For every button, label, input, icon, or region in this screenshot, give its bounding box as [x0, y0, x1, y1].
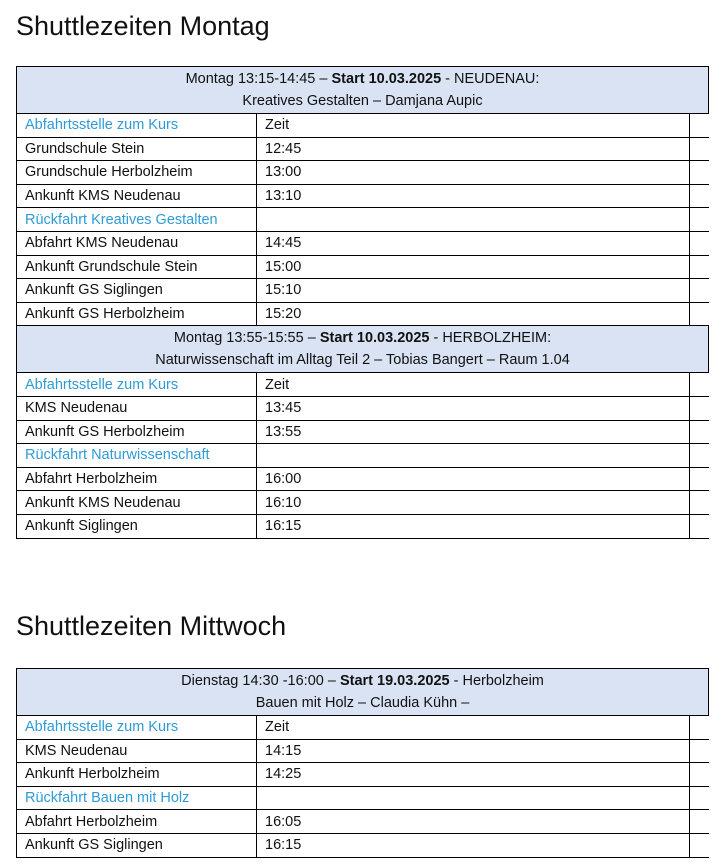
- table-row: [17, 161, 709, 185]
- return-label: Rückfahrt Bauen mit Holz: [17, 786, 257, 810]
- course-location: - Herbolzheim: [449, 673, 544, 689]
- empty-cell: [690, 161, 709, 185]
- stop-name: Ankunft Siglingen: [17, 514, 257, 538]
- empty-cell: [690, 114, 709, 138]
- empty-cell: [690, 208, 709, 232]
- stop-time: 15:00: [257, 255, 690, 279]
- empty-cell: [690, 467, 709, 491]
- stop-time: 16:00: [257, 467, 690, 491]
- stop-name: Abfahrt KMS Neudenau: [17, 231, 257, 255]
- table-row: [17, 833, 709, 857]
- schedule-table-mittwoch: [16, 668, 709, 858]
- course-start-date: Start 10.03.2025: [331, 71, 442, 87]
- course-title: Bauen mit Holz – Claudia Kühn –: [255, 695, 470, 711]
- stop-time: 16:10: [257, 491, 690, 515]
- table-row: [17, 396, 709, 420]
- empty-cell: [690, 786, 709, 810]
- table-row: [17, 739, 709, 763]
- course-header: [17, 67, 709, 114]
- table-row: [17, 810, 709, 834]
- table-row: [17, 444, 709, 468]
- empty-cell: [690, 810, 709, 834]
- table-row: [17, 302, 709, 326]
- outbound-label: Abfahrtsstelle zum Kurs: [17, 373, 257, 397]
- table-row: [17, 763, 709, 787]
- empty-cell: [690, 302, 709, 326]
- empty-cell: [257, 786, 690, 810]
- time-column-label: Zeit: [257, 373, 690, 397]
- table-row: [17, 420, 709, 444]
- course-location: - HERBOLZHEIM:: [429, 330, 552, 347]
- stop-name: KMS Neudenau: [17, 396, 257, 420]
- table-row: [17, 467, 709, 491]
- course-header-row: [17, 67, 709, 114]
- empty-cell: [257, 444, 690, 468]
- stop-name: Ankunft GS Siglingen: [17, 833, 257, 857]
- empty-cell: [690, 279, 709, 303]
- empty-cell: [690, 763, 709, 787]
- table-row: [17, 114, 709, 138]
- course-title: Naturwissenschaft im Alltag Teil 2 – Tobias Bangert – Raum 1.04: [155, 352, 570, 369]
- table-row: [17, 231, 709, 255]
- table-row: [17, 208, 709, 232]
- stop-name: Abfahrt Herbolzheim: [17, 467, 257, 491]
- stop-name: KMS Neudenau: [17, 739, 257, 763]
- table-row: [17, 786, 709, 810]
- table-row: [17, 373, 709, 397]
- course-location: - NEUDENAU:: [441, 71, 540, 87]
- stop-name: Ankunft GS Herbolzheim: [17, 420, 257, 444]
- course-header: [17, 326, 709, 373]
- table-row: [17, 491, 709, 515]
- empty-cell: [690, 396, 709, 420]
- stop-name: Ankunft Grundschule Stein: [17, 255, 257, 279]
- stop-name: Abfahrt Herbolzheim: [17, 810, 257, 834]
- stop-time: 15:10: [257, 279, 690, 303]
- empty-cell: [690, 137, 709, 161]
- stop-time: 15:20: [257, 302, 690, 326]
- outbound-label: Abfahrtsstelle zum Kurs: [17, 114, 257, 138]
- empty-cell: [690, 231, 709, 255]
- stop-time: 16:05: [257, 810, 690, 834]
- stop-time: 13:55: [257, 420, 690, 444]
- course-header-row: [17, 669, 709, 716]
- empty-cell: [690, 255, 709, 279]
- time-column-label: Zeit: [257, 114, 690, 138]
- course-time: Dienstag 14:30 -16:00 –: [181, 673, 340, 689]
- empty-cell: [690, 739, 709, 763]
- table-row: [17, 184, 709, 208]
- section-title-montag: Shuttlezeiten Montag: [16, 11, 270, 41]
- table-row: [17, 279, 709, 303]
- empty-cell: [690, 716, 709, 740]
- stop-name: Ankunft GS Siglingen: [17, 279, 257, 303]
- empty-cell: [690, 514, 709, 538]
- stop-name: Ankunft KMS Neudenau: [17, 491, 257, 515]
- course-time: Montag 13:15-14:45 –: [185, 71, 332, 87]
- empty-cell: [690, 373, 709, 397]
- stop-time: 16:15: [257, 514, 690, 538]
- stop-time: 14:25: [257, 763, 690, 787]
- stop-name: Ankunft GS Herbolzheim: [17, 302, 257, 326]
- stop-name: Ankunft KMS Neudenau: [17, 184, 257, 208]
- empty-cell: [690, 184, 709, 208]
- course-start-date: Start 10.03.2025: [319, 330, 430, 347]
- table-row: [17, 716, 709, 740]
- course-header: [17, 669, 709, 716]
- stop-name: Ankunft Herbolzheim: [17, 763, 257, 787]
- course-header-row: [17, 326, 709, 373]
- return-label: Rückfahrt Naturwissenschaft: [17, 444, 257, 468]
- table-row: [17, 255, 709, 279]
- stop-time: 13:10: [257, 184, 690, 208]
- time-column-label: Zeit: [257, 716, 690, 740]
- course-start-date: Start 19.03.2025: [339, 673, 450, 689]
- stop-time: 12:45: [257, 137, 690, 161]
- section-title-mittwoch: Shuttlezeiten Mittwoch: [16, 611, 287, 641]
- stop-time: 14:15: [257, 739, 690, 763]
- empty-cell: [690, 833, 709, 857]
- table-row: [17, 514, 709, 538]
- empty-cell: [690, 420, 709, 444]
- empty-cell: [690, 444, 709, 468]
- empty-cell: [257, 208, 690, 232]
- course-title: Kreatives Gestalten – Damjana Aupic: [242, 93, 483, 109]
- course-time: Montag 13:55-15:55 –: [173, 330, 320, 347]
- stop-time: 16:15: [257, 833, 690, 857]
- stop-time: 13:00: [257, 161, 690, 185]
- schedule-table-montag: [16, 66, 709, 539]
- stop-time: 14:45: [257, 231, 690, 255]
- table-row: [17, 137, 709, 161]
- outbound-label: Abfahrtsstelle zum Kurs: [17, 716, 257, 740]
- stop-time: 13:45: [257, 396, 690, 420]
- empty-cell: [690, 491, 709, 515]
- return-label: Rückfahrt Kreatives Gestalten: [17, 208, 257, 232]
- stop-name: Grundschule Stein: [17, 137, 257, 161]
- stop-name: Grundschule Herbolzheim: [17, 161, 257, 185]
